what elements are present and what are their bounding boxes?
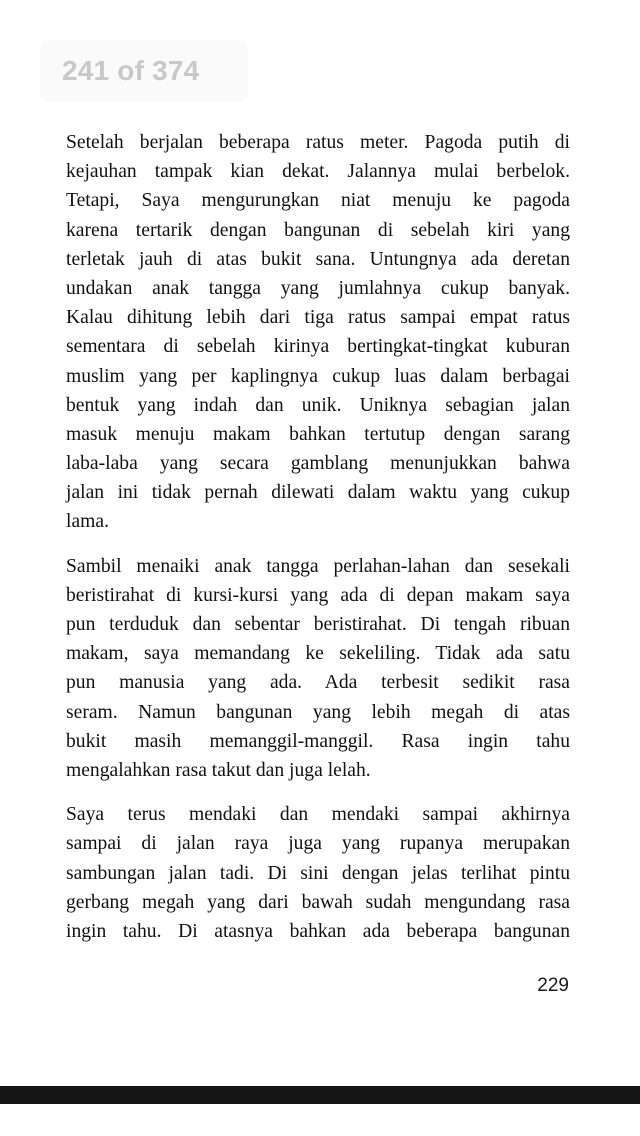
text-line: mengalahkan rasa takut dan juga lelah.	[66, 759, 371, 781]
text-line: sambungan jalan tadi. Di sini dengan jelas terlihat pintu	[66, 862, 570, 884]
paragraph	[66, 128, 570, 537]
text-line: kejauhan tampak kian dekat. Jalannya mulai berbelok.	[66, 161, 570, 183]
text-line: undakan anak tangga yang jumlahnya cukup banyak.	[66, 277, 570, 299]
text-line: bentuk yang indah dan unik. Uniknya sebagian jalan	[66, 394, 570, 416]
text-line: seram. Namun bangunan yang lebih megah di atas	[66, 701, 570, 723]
page-progress-indicator: 241 of 374	[40, 40, 248, 102]
text-line: masuk menuju makam bahkan tertutup dengan sarang	[66, 423, 570, 445]
text-line: pun manusia yang ada. Ada terbesit sedikit rasa	[66, 672, 570, 694]
text-line: pun terduduk dan sebentar beristirahat. Di tengah ribuan	[66, 614, 570, 635]
book-text	[66, 128, 570, 961]
text-line: Saya terus mendaki dan mendaki sampai akhirnya	[66, 804, 570, 826]
text-line: Sambil menaiki anak tangga perlahan-lahan dan sesekali	[66, 555, 570, 577]
text-line: terletak jauh di atas bukit sana. Untungnya ada deretan	[66, 248, 570, 270]
text-line: gerbang megah yang dari bawah sudah mengundang rasa	[66, 891, 570, 913]
text-line: Setelah berjalan beberapa ratus meter. Pagoda putih di	[66, 132, 570, 153]
paragraph	[66, 552, 570, 786]
paragraph	[66, 800, 570, 946]
text-line: lama.	[66, 511, 109, 533]
text-line: jalan ini tidak pernah dilewati dalam waktu yang cukup	[66, 482, 570, 504]
text-line: Tetapi, Saya mengurungkan niat menuju ke pagoda	[66, 190, 570, 212]
text-line: Kalau dihitung lebih dari tiga ratus sampai empat ratus	[66, 307, 570, 329]
text-line: muslim yang per kaplingnya cukup luas dalam berbagai	[66, 365, 570, 387]
text-line: bukit masih memanggil-manggil. Rasa ingin tahu	[66, 730, 570, 752]
text-line: laba-laba yang secara gamblang menunjukkan bahwa	[66, 453, 570, 475]
text-line: makam, saya memandang ke sekeliling. Tidak ada satu	[66, 643, 570, 665]
text-line: ingin tahu. Di atasnya bahkan ada beberapa bangunan	[66, 920, 570, 942]
bottom-bar	[0, 1086, 640, 1104]
text-line: karena tertarik dengan bangunan di sebelah kiri yang	[66, 219, 570, 241]
text-line: sampai di jalan raya juga yang rupanya merupakan	[66, 833, 570, 855]
text-line: beristirahat di kursi-kursi yang ada di depan makam saya	[66, 584, 570, 606]
page-number: 229	[537, 975, 569, 996]
text-line: sementara di sebelah kirinya bertingkat-tingkat kuburan	[66, 336, 570, 358]
